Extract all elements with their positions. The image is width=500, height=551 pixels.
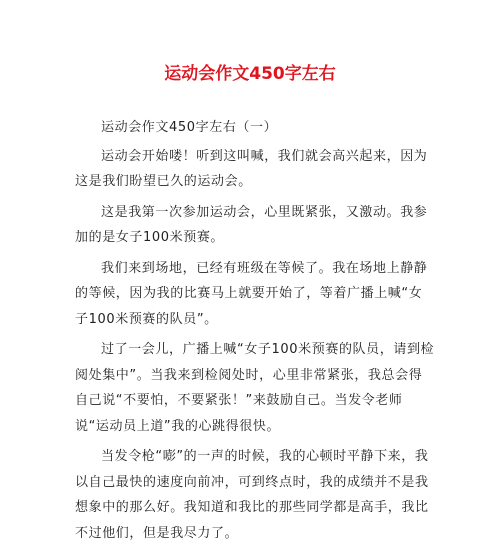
paragraph-5: 当发令枪“嘭”的一声的时候，我的心顿时平静下来，我以自己最快的速度向前冲，可到终点时，我的成绩并不是我想象中的那么好。我知道和我比的那些同学都是高手，我比不过他们，但是我尽力了。 — [75, 449, 429, 541]
paragraph-2: 这是我第一次参加运动会，心里既紧张，又激动。我参加的是女子100米预赛。 — [75, 204, 428, 245]
paragraph-3: 我们来到场地，已经有班级在等候了。我在场地上静静的等候，因为我的比赛马上就要开始了，等着广播上喊“女子100米预赛的队员”。 — [75, 260, 428, 327]
paragraph-4: 过了一会儿，广播上喊“女子100米预赛的队员，请到检阅处集中”。当我来到检阅处时，心里非常紧张，我总会得自己说“不要怕，不要紧张！”来鼓励自己。当发令老师说“运动员上道”我的心跳得很快。 — [75, 342, 435, 434]
paragraph-1: 运动会开始喽！听到这叫喊，我们就会高兴起来，因为这是我们盼望已久的运动会。 — [75, 148, 428, 189]
document-body — [75, 115, 435, 551]
document-title: 运动会作文450字左右 — [164, 64, 336, 84]
section-subtitle: 运动会作文450字左右（一） — [101, 120, 278, 135]
